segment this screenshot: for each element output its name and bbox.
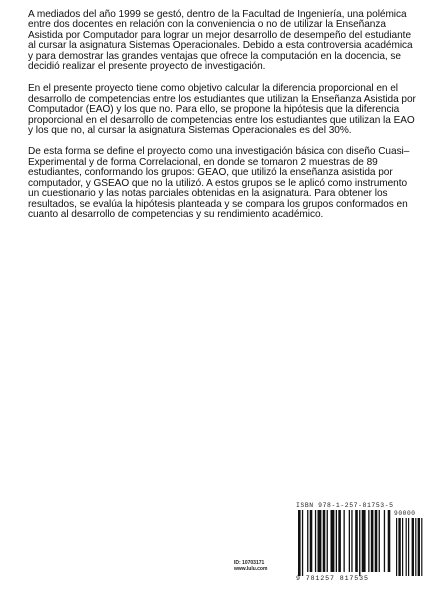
barcode-bars bbox=[296, 510, 428, 576]
synopsis-paragraph-2: En el presente proyecto tiene como objetivo calcular la diferencia proporcional en el desarrollo de competencias entre los estudiantes que utilizan la Enseñanza Asistida por Computador (EAO) y los que no. Para ello, se propone la hipótesis que la diferencia proporcional en el desarrollo de competencias entre los estudiantes que utilizan la EAO y los que no, al cursar la asignatura Sistemas Operacionales es del 30%. bbox=[28, 83, 416, 137]
publisher-site: www.lulu.com bbox=[234, 566, 268, 572]
barcode-bar bbox=[359, 510, 360, 576]
synopsis-paragraph-3: De esta forma se define el proyecto como una investigación básica con diseño Cuasi–Experimental y de forma Correlacional, en donde se tomaron 2 muestras de 89 estudiantes, conformando los grupos: GEAO, que utilizó la enseñanza asistida por computador, y GSEAO que no la utilizó. A estos grupos se le aplicó como instrumento un cuestionario y las notas parciales obtenidas en la asignatura. Para obtener los resultados, se evalúa la hipótesis planteada y se compara los grupos conformados en cuanto al desarrollo de competencias y su rendimiento académico. bbox=[28, 146, 410, 220]
barcode-bar bbox=[338, 510, 341, 572]
barcode-bar bbox=[327, 510, 328, 572]
isbn-barcode bbox=[296, 502, 428, 584]
barcode-bar bbox=[362, 510, 366, 572]
ean-digits: 9 781257 817535 bbox=[296, 575, 369, 582]
synopsis-paragraph-1: A mediados del año 1999 se gestó, dentro de la Facultad de Ingeniería, una polémica entre dos docentes en relación con la conveniencia o no de utilizar la Enseñanza Asistida por Computador para lograr un mejor desarrollo de desempeño del estudiante al cursar la asignatura Sistemas Operacionales. Debido a esta controversia académica y para demostrar las grandes ventajas que ofrece la computación en la docencia, se decidió realizar el presente proyecto de investigación. bbox=[28, 9, 413, 73]
barcode-bar bbox=[315, 510, 316, 572]
barcode-bar bbox=[336, 510, 337, 572]
barcode-bar bbox=[368, 510, 369, 572]
barcode-bar bbox=[375, 510, 378, 572]
barcode-bar bbox=[384, 510, 385, 572]
barcode-bar bbox=[331, 510, 335, 572]
barcode-bar bbox=[344, 510, 345, 572]
barcode-bar bbox=[298, 510, 301, 576]
barcode-addon-bar bbox=[418, 518, 420, 576]
barcode-bar bbox=[351, 510, 352, 572]
barcode-addon-bar bbox=[412, 518, 414, 576]
barcode-addon-bar bbox=[396, 518, 397, 576]
barcode-bar bbox=[355, 510, 358, 572]
barcode-bar bbox=[379, 510, 380, 572]
barcode-bar bbox=[310, 510, 313, 572]
barcode-bar bbox=[302, 510, 303, 576]
barcode-addon-bar bbox=[421, 518, 422, 576]
barcode-bar bbox=[323, 510, 326, 572]
isbn-number: ISBN 978-1-257-81753-5 bbox=[296, 502, 394, 509]
barcode-addon-bar bbox=[415, 518, 416, 576]
barcode-addon-bar bbox=[406, 518, 407, 576]
publisher-id: ID: 10703171 bbox=[234, 560, 265, 566]
barcode-bar bbox=[307, 510, 308, 572]
barcode-addon-bar bbox=[402, 518, 403, 576]
barcode-addon-digits: 90000 bbox=[394, 510, 416, 517]
publisher-id-block bbox=[234, 560, 267, 572]
barcode-bar bbox=[318, 510, 322, 572]
barcode-bar bbox=[371, 510, 374, 572]
synopsis-text bbox=[28, 10, 420, 231]
barcode-bar bbox=[388, 510, 391, 572]
barcode-addon-bar bbox=[408, 518, 409, 576]
barcode-addon-bar bbox=[398, 518, 400, 576]
barcode-bar bbox=[349, 510, 350, 572]
